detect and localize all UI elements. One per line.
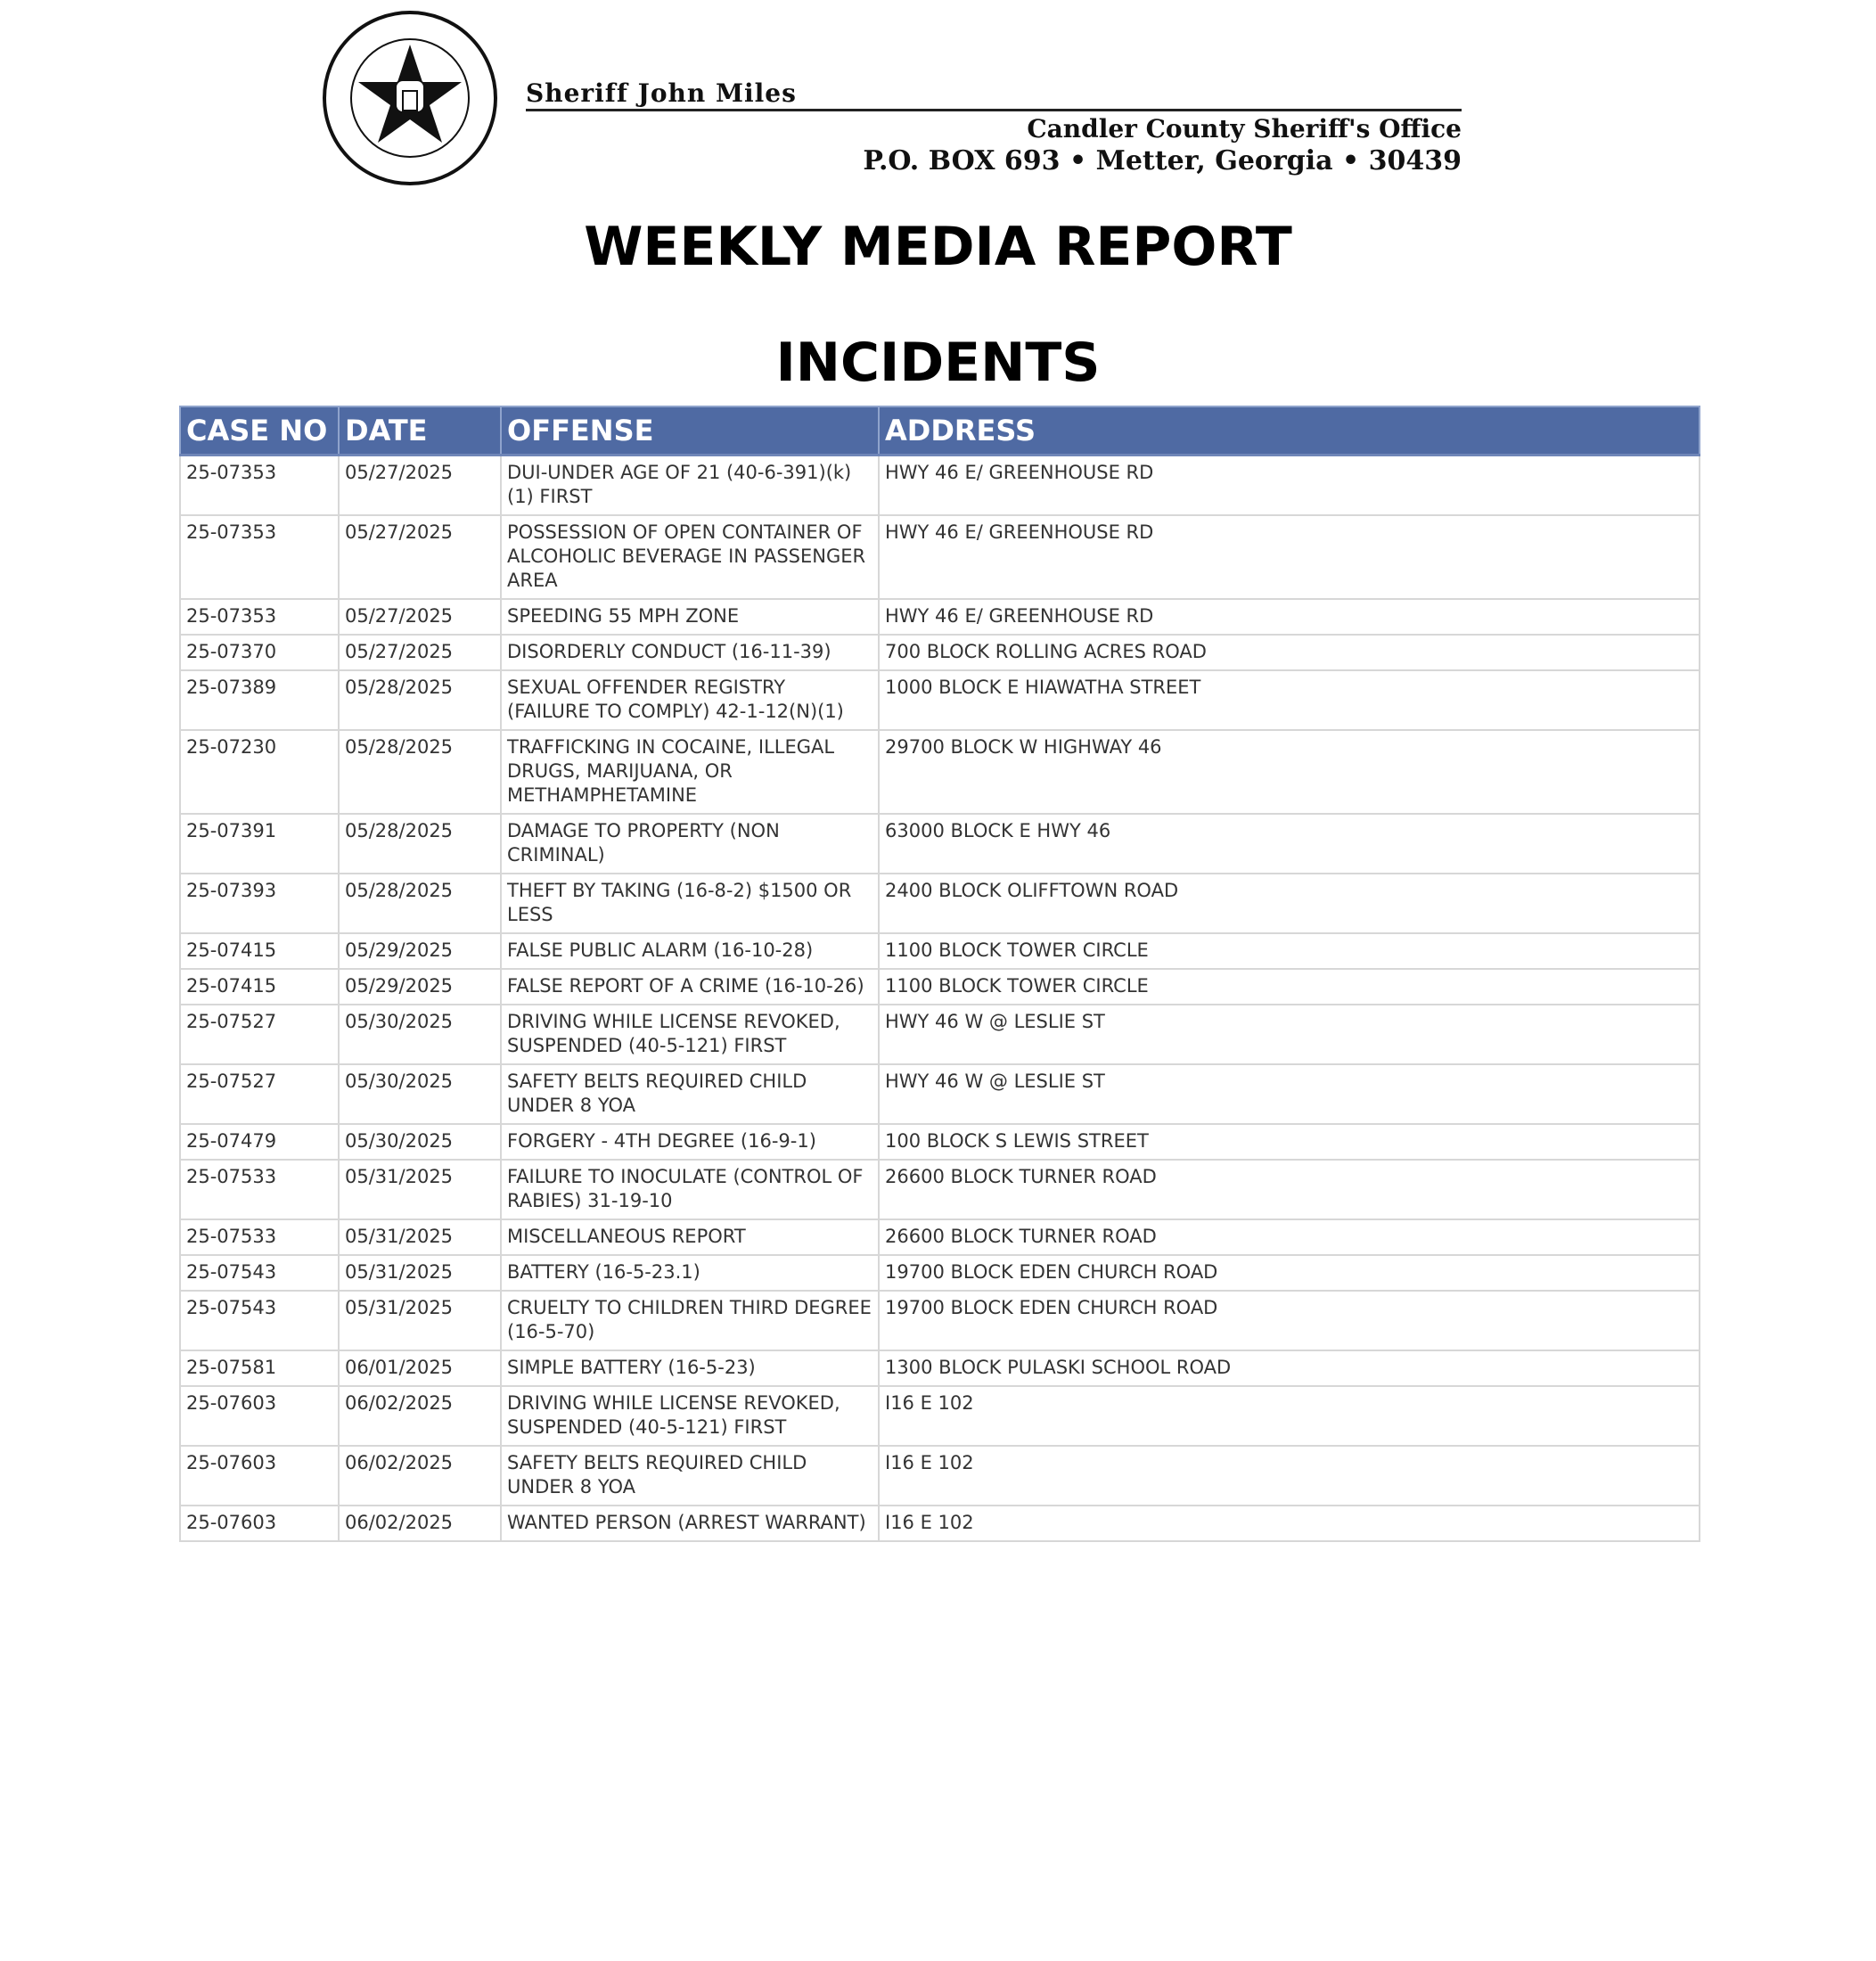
header-address: ADDRESS bbox=[879, 406, 1700, 455]
letterhead bbox=[321, 9, 1462, 187]
address-cell: 29700 BLOCK W HIGHWAY 46 bbox=[879, 730, 1700, 814]
incidents-table bbox=[179, 406, 1700, 1542]
table-row bbox=[180, 1064, 1700, 1124]
case-no-cell: 25-07415 bbox=[180, 933, 339, 969]
table-row bbox=[180, 730, 1700, 814]
address-cell: I16 E 102 bbox=[879, 1446, 1700, 1506]
date-cell: 05/27/2025 bbox=[339, 635, 501, 670]
address-cell: 1000 BLOCK E HIAWATHA STREET bbox=[879, 670, 1700, 730]
address-cell: 2400 BLOCK OLIFFTOWN ROAD bbox=[879, 874, 1700, 933]
case-no-cell: 25-07603 bbox=[180, 1506, 339, 1541]
case-no-cell: 25-07353 bbox=[180, 455, 339, 516]
date-cell: 05/29/2025 bbox=[339, 969, 501, 1005]
case-no-cell: 25-07479 bbox=[180, 1124, 339, 1160]
table-header-row bbox=[180, 406, 1700, 455]
offense-cell: CRUELTY TO CHILDREN THIRD DEGREE (16-5-70) bbox=[501, 1291, 879, 1350]
table-row bbox=[180, 599, 1700, 635]
office-address: P.O. BOX 693 • Metter, Georgia • 30439 bbox=[863, 145, 1462, 176]
date-cell: 05/31/2025 bbox=[339, 1219, 501, 1255]
offense-cell: THEFT BY TAKING (16-8-2) $1500 OR LESS bbox=[501, 874, 879, 933]
table-row bbox=[180, 1219, 1700, 1255]
date-cell: 05/28/2025 bbox=[339, 670, 501, 730]
table-row bbox=[180, 515, 1700, 599]
address-cell: HWY 46 E/ GREENHOUSE RD bbox=[879, 515, 1700, 599]
date-cell: 05/28/2025 bbox=[339, 874, 501, 933]
case-no-cell: 25-07533 bbox=[180, 1219, 339, 1255]
date-cell: 05/31/2025 bbox=[339, 1160, 501, 1219]
offense-cell: MISCELLANEOUS REPORT bbox=[501, 1219, 879, 1255]
offense-cell: DAMAGE TO PROPERTY (NON CRIMINAL) bbox=[501, 814, 879, 874]
date-cell: 05/31/2025 bbox=[339, 1255, 501, 1291]
case-no-cell: 25-07353 bbox=[180, 515, 339, 599]
address-cell: I16 E 102 bbox=[879, 1506, 1700, 1541]
date-cell: 05/31/2025 bbox=[339, 1291, 501, 1350]
case-no-cell: 25-07230 bbox=[180, 730, 339, 814]
table-row bbox=[180, 1350, 1700, 1386]
offense-cell: DRIVING WHILE LICENSE REVOKED, SUSPENDED (40-5-121) FIRST bbox=[501, 1386, 879, 1446]
incident-rows bbox=[180, 455, 1700, 1542]
case-no-cell: 25-07527 bbox=[180, 1005, 339, 1064]
offense-cell: DRIVING WHILE LICENSE REVOKED, SUSPENDED (40-5-121) FIRST bbox=[501, 1005, 879, 1064]
date-cell: 05/30/2025 bbox=[339, 1064, 501, 1124]
address-cell: 100 BLOCK S LEWIS STREET bbox=[879, 1124, 1700, 1160]
case-no-cell: 25-07370 bbox=[180, 635, 339, 670]
report-title: WEEKLY MEDIA REPORT bbox=[584, 216, 1292, 278]
case-no-cell: 25-07603 bbox=[180, 1386, 339, 1446]
case-no-cell: 25-07415 bbox=[180, 969, 339, 1005]
table-row bbox=[180, 1446, 1700, 1506]
case-no-cell: 25-07353 bbox=[180, 599, 339, 635]
offense-cell: TRAFFICKING IN COCAINE, ILLEGAL DRUGS, MARIJUANA, OR METHAMPHETAMINE bbox=[501, 730, 879, 814]
table-row bbox=[180, 455, 1700, 516]
sheriff-name: Sheriff John Miles bbox=[526, 78, 797, 108]
date-cell: 06/01/2025 bbox=[339, 1350, 501, 1386]
date-cell: 05/27/2025 bbox=[339, 515, 501, 599]
sheriff-star-seal-icon bbox=[321, 9, 499, 187]
address-cell: 1100 BLOCK TOWER CIRCLE bbox=[879, 933, 1700, 969]
address-cell: HWY 46 W @ LESLIE ST bbox=[879, 1064, 1700, 1124]
address-cell: 26600 BLOCK TURNER ROAD bbox=[879, 1160, 1700, 1219]
offense-cell: POSSESSION OF OPEN CONTAINER OF ALCOHOLIC BEVERAGE IN PASSENGER AREA bbox=[501, 515, 879, 599]
offense-cell: FAILURE TO INOCULATE (CONTROL OF RABIES) 31-19-10 bbox=[501, 1160, 879, 1219]
case-no-cell: 25-07393 bbox=[180, 874, 339, 933]
case-no-cell: 25-07389 bbox=[180, 670, 339, 730]
case-no-cell: 25-07543 bbox=[180, 1291, 339, 1350]
date-cell: 05/29/2025 bbox=[339, 933, 501, 969]
offense-cell: SAFETY BELTS REQUIRED CHILD UNDER 8 YOA bbox=[501, 1064, 879, 1124]
table-row bbox=[180, 814, 1700, 874]
case-no-cell: 25-07533 bbox=[180, 1160, 339, 1219]
date-cell: 06/02/2025 bbox=[339, 1506, 501, 1541]
table-row bbox=[180, 874, 1700, 933]
table-row bbox=[180, 969, 1700, 1005]
address-cell: 19700 BLOCK EDEN CHURCH ROAD bbox=[879, 1291, 1700, 1350]
offense-cell: SEXUAL OFFENDER REGISTRY (FAILURE TO COMPLY) 42-1-12(N)(1) bbox=[501, 670, 879, 730]
case-no-cell: 25-07603 bbox=[180, 1446, 339, 1506]
offense-cell: SPEEDING 55 MPH ZONE bbox=[501, 599, 879, 635]
address-cell: HWY 46 E/ GREENHOUSE RD bbox=[879, 455, 1700, 516]
offense-cell: SIMPLE BATTERY (16-5-23) bbox=[501, 1350, 879, 1386]
date-cell: 06/02/2025 bbox=[339, 1386, 501, 1446]
table-row bbox=[180, 1255, 1700, 1291]
case-no-cell: 25-07543 bbox=[180, 1255, 339, 1291]
table-row bbox=[180, 1291, 1700, 1350]
office-name: Candler County Sheriff's Office bbox=[1027, 114, 1462, 144]
header-case-no: CASE NO bbox=[180, 406, 339, 455]
offense-cell: FALSE REPORT OF A CRIME (16-10-26) bbox=[501, 969, 879, 1005]
offense-cell: DISORDERLY CONDUCT (16-11-39) bbox=[501, 635, 879, 670]
date-cell: 05/30/2025 bbox=[339, 1124, 501, 1160]
address-cell: 1100 BLOCK TOWER CIRCLE bbox=[879, 969, 1700, 1005]
address-cell: 700 BLOCK ROLLING ACRES ROAD bbox=[879, 635, 1700, 670]
section-title: INCIDENTS bbox=[775, 332, 1101, 394]
address-cell: 19700 BLOCK EDEN CHURCH ROAD bbox=[879, 1255, 1700, 1291]
table-row bbox=[180, 1005, 1700, 1064]
offense-cell: DUI-UNDER AGE OF 21 (40-6-391)(k)(1) FIRST bbox=[501, 455, 879, 516]
address-cell: HWY 46 W @ LESLIE ST bbox=[879, 1005, 1700, 1064]
date-cell: 06/02/2025 bbox=[339, 1446, 501, 1506]
header-offense: OFFENSE bbox=[501, 406, 879, 455]
address-cell: 1300 BLOCK PULASKI SCHOOL ROAD bbox=[879, 1350, 1700, 1386]
date-cell: 05/28/2025 bbox=[339, 730, 501, 814]
table-row bbox=[180, 1160, 1700, 1219]
header-date: DATE bbox=[339, 406, 501, 455]
table-row bbox=[180, 670, 1700, 730]
address-cell: 63000 BLOCK E HWY 46 bbox=[879, 814, 1700, 874]
offense-cell: FORGERY - 4TH DEGREE (16-9-1) bbox=[501, 1124, 879, 1160]
address-cell: I16 E 102 bbox=[879, 1386, 1700, 1446]
date-cell: 05/28/2025 bbox=[339, 814, 501, 874]
date-cell: 05/27/2025 bbox=[339, 599, 501, 635]
case-no-cell: 25-07391 bbox=[180, 814, 339, 874]
offense-cell: SAFETY BELTS REQUIRED CHILD UNDER 8 YOA bbox=[501, 1446, 879, 1506]
table-row bbox=[180, 635, 1700, 670]
offense-cell: BATTERY (16-5-23.1) bbox=[501, 1255, 879, 1291]
date-cell: 05/30/2025 bbox=[339, 1005, 501, 1064]
table-row bbox=[180, 1506, 1700, 1541]
letterhead-divider bbox=[526, 109, 1462, 111]
table-row bbox=[180, 1386, 1700, 1446]
offense-cell: WANTED PERSON (ARREST WARRANT) bbox=[501, 1506, 879, 1541]
offense-cell: FALSE PUBLIC ALARM (16-10-28) bbox=[501, 933, 879, 969]
case-no-cell: 25-07527 bbox=[180, 1064, 339, 1124]
address-cell: 26600 BLOCK TURNER ROAD bbox=[879, 1219, 1700, 1255]
date-cell: 05/27/2025 bbox=[339, 455, 501, 516]
table-row bbox=[180, 1124, 1700, 1160]
address-cell: HWY 46 E/ GREENHOUSE RD bbox=[879, 599, 1700, 635]
case-no-cell: 25-07581 bbox=[180, 1350, 339, 1386]
table-row bbox=[180, 933, 1700, 969]
